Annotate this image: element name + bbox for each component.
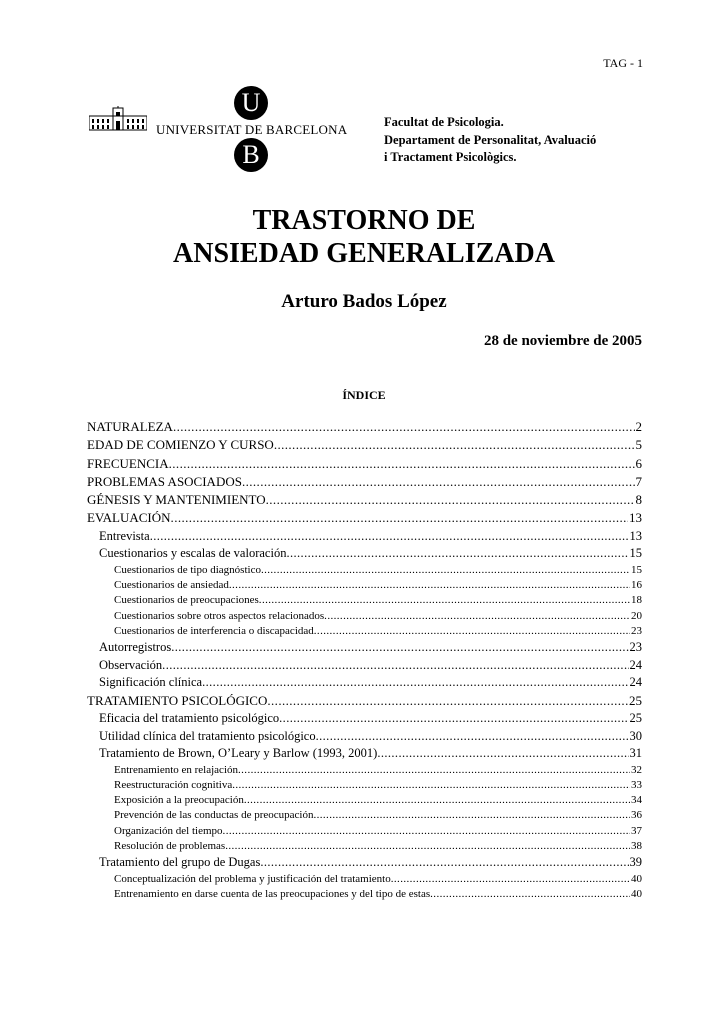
toc-entry-page: 6 (635, 455, 642, 471)
toc-entry-label: Exposición a la preocupación (114, 794, 244, 807)
toc-entry[interactable] (87, 578, 642, 593)
toc-entry-label: Organización del tiempo (114, 824, 223, 837)
toc-entry-label: FRECUENCIA (87, 455, 169, 471)
toc-entry-page: 36 (631, 809, 642, 822)
faculty-block (384, 114, 596, 167)
toc-entry-page: 2 (635, 419, 642, 434)
toc-entry[interactable] (87, 674, 642, 692)
toc-entry-page: 15 (629, 546, 642, 561)
toc-entry[interactable] (87, 854, 642, 872)
toc-entry-page: 25 (629, 711, 642, 726)
toc-entry[interactable] (87, 473, 642, 491)
toc-entry[interactable] (87, 545, 642, 563)
toc-leader-dots (162, 657, 628, 675)
toc-entry-page: 33 (631, 779, 642, 792)
toc-leader-dots (313, 808, 630, 823)
toc-entry[interactable] (87, 839, 642, 854)
page-code: TAG - 1 (603, 56, 643, 70)
toc-leader-dots (171, 509, 628, 527)
toc-entry[interactable] (87, 563, 642, 578)
toc-entry-label: Entrevista (99, 528, 150, 543)
toc-entry-page: 31 (629, 746, 642, 761)
toc-entry-label: Utilidad clínica del tratamiento psicológico (99, 728, 316, 743)
department-line: Departament de Personalitat, Avaluació (384, 132, 597, 147)
toc-entry-page: 20 (631, 609, 642, 622)
toc-entry[interactable] (87, 455, 642, 473)
title-line: ANSIEDAD GENERALIZADA (173, 238, 555, 269)
toc-leader-dots (238, 763, 630, 778)
toc-entry-page: 40 (631, 872, 642, 885)
toc-entry-label: EDAD DE COMIENZO Y CURSO (87, 437, 274, 453)
toc-entry-page: 16 (631, 579, 642, 592)
toc-entry[interactable] (87, 491, 642, 509)
toc-entry-label: Conceptualización del problema y justificación del tratamiento (114, 872, 391, 885)
toc-entry[interactable] (87, 872, 642, 887)
toc-entry-page: 7 (635, 473, 642, 489)
toc-entry-page: 24 (629, 675, 642, 690)
toc-entry[interactable] (87, 509, 642, 527)
toc-entry-label: Entrenamiento en relajación (114, 763, 238, 776)
toc-entry-label: Eficacia del tratamiento psicológico (99, 711, 280, 726)
toc-entry[interactable] (87, 593, 642, 608)
university-name: UNIVERSITAT DE BARCELONA (156, 122, 348, 137)
toc-entry[interactable] (87, 609, 642, 624)
toc-entry[interactable] (87, 710, 642, 728)
toc-entry-label: Autorregistros (99, 639, 172, 654)
toc-entry-page: 38 (631, 839, 642, 852)
toc-entry-page: 32 (631, 763, 642, 776)
toc-leader-dots (261, 563, 630, 578)
index-heading: ÍNDICE (342, 388, 386, 402)
toc-entry[interactable] (87, 436, 642, 454)
toc-leader-dots (202, 674, 628, 692)
toc-entry[interactable] (87, 657, 642, 675)
toc-leader-dots (232, 778, 630, 793)
toc-entry-page: 18 (631, 594, 642, 607)
toc-entry-label: GÉNESIS Y MANTENIMIENTO (87, 492, 266, 508)
toc-entry-label: Entrenamiento en darse cuenta de las preocupaciones y del tipo de estas (114, 887, 431, 900)
document-title (0, 204, 728, 270)
toc-leader-dots (391, 872, 630, 887)
toc-entry[interactable] (87, 824, 642, 839)
toc-entry[interactable] (87, 778, 642, 793)
toc-entry-page: 34 (631, 794, 642, 807)
toc-entry[interactable] (87, 793, 642, 808)
toc-leader-dots (274, 436, 635, 454)
toc-entry-label: Cuestionarios de interferencia o discapacidad (114, 624, 314, 637)
toc-entry-page: 23 (631, 624, 642, 637)
toc-leader-dots (286, 545, 628, 563)
toc-leader-dots (225, 839, 630, 854)
toc-entry[interactable] (87, 887, 642, 902)
toc-leader-dots (244, 793, 630, 808)
toc-leader-dots (377, 745, 628, 763)
toc-entry-page: 40 (631, 887, 642, 900)
toc-entry-page: 13 (629, 528, 642, 543)
title-line: TRASTORNO DE (252, 205, 476, 236)
toc-entry-page: 23 (629, 639, 642, 654)
toc-entry-label: PROBLEMAS ASOCIADOS (87, 473, 242, 489)
building-icon (89, 106, 147, 132)
faculty-line: Facultat de Psicologia. (384, 115, 504, 129)
toc-leader-dots (266, 491, 635, 509)
toc-leader-dots (242, 473, 635, 491)
toc-leader-dots (324, 609, 630, 624)
toc-entry-label: Observación (99, 657, 163, 672)
toc-entry-page: 30 (629, 728, 642, 743)
toc-leader-dots (229, 578, 630, 593)
toc-leader-dots (169, 455, 635, 473)
toc-leader-dots (173, 418, 635, 436)
date: 28 de noviembre de 2005 (483, 333, 642, 349)
table-of-contents (87, 418, 642, 902)
toc-leader-dots (279, 710, 628, 728)
toc-leader-dots (223, 824, 630, 839)
toc-entry-label: Reestructuración cognitiva (114, 779, 233, 792)
toc-entry-page: 24 (629, 657, 642, 672)
toc-entry-page: 25 (629, 692, 642, 708)
toc-entry[interactable] (87, 692, 642, 710)
toc-leader-dots (316, 728, 629, 746)
toc-entry-page: 13 (629, 510, 642, 526)
department-line: i Tractament Psicològics. (384, 150, 517, 164)
toc-entry-label: Cuestionarios y escalas de valoración (99, 546, 287, 561)
toc-leader-dots (314, 624, 630, 639)
toc-entry-page: 8 (635, 492, 642, 508)
toc-leader-dots (150, 528, 629, 546)
toc-entry[interactable] (87, 624, 642, 639)
toc-entry[interactable] (87, 418, 642, 436)
toc-entry-label: Cuestionarios sobre otros aspectos relacionados (114, 609, 325, 622)
toc-entry[interactable] (87, 763, 642, 778)
toc-entry[interactable] (87, 728, 642, 746)
toc-entry-page: 5 (635, 437, 642, 453)
toc-leader-dots (430, 887, 630, 902)
toc-entry-label: Cuestionarios de preocupaciones (114, 594, 259, 607)
toc-entry-page: 39 (629, 855, 642, 870)
toc-entry-page: 37 (631, 824, 642, 837)
toc-entry-label: Tratamiento de Brown, O’Leary y Barlow (1993, 2001) (99, 746, 378, 761)
toc-entry-label: Significación clínica (99, 675, 203, 690)
university-logo (89, 86, 349, 174)
toc-entry-page: 15 (631, 563, 642, 576)
toc-entry-label: Prevención de las conductas de preocupación (114, 809, 314, 822)
toc-leader-dots (171, 639, 628, 657)
toc-entry-label: Resolución de problemas (114, 839, 226, 852)
author: Arturo Bados López (281, 291, 447, 312)
toc-entry-label: Cuestionarios de tipo diagnóstico (114, 563, 261, 576)
toc-leader-dots (259, 593, 630, 608)
toc-entry-label: EVALUACIÓN (87, 510, 171, 526)
toc-entry-label: Tratamiento del grupo de Dugas (99, 855, 261, 870)
logo-letter-u: U (234, 86, 268, 120)
toc-entry-label: NATURALEZA (87, 419, 173, 434)
toc-entry[interactable] (87, 639, 642, 657)
toc-entry[interactable] (87, 808, 642, 823)
toc-entry-label: Cuestionarios de ansiedad (114, 579, 229, 592)
toc-entry-label: TRATAMIENTO PSICOLÓGICO (87, 692, 268, 708)
logo-letter-b: B (234, 138, 268, 172)
toc-entry[interactable] (87, 528, 642, 546)
toc-leader-dots (260, 854, 628, 872)
toc-leader-dots (267, 692, 628, 710)
toc-entry[interactable] (87, 745, 642, 763)
